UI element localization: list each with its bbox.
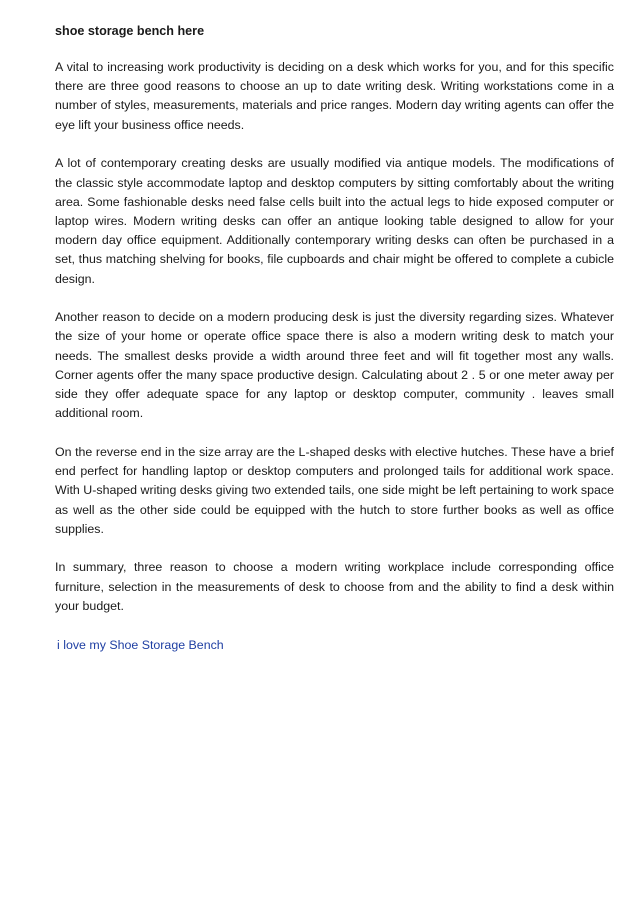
paragraph-2: A lot of contemporary creating desks are usually modified via antique models. The modifications of the classic style accommodate laptop and desktop computers by sitting comfortably about the writing area. Some fashionable desks need false cells built into the actual legs to hide exposed computer or laptop wires. Modern writing desks can offer an antique looking table designed to allow for your modern day office equipment. Additionally contemporary writing desks can often be purchased in a set, thus matching shelving for books, file cupboards and chair might be offered to complete a cubicle design. [55,156,614,286]
paragraph-4: On the reverse end in the size array are the L-shaped desks with elective hutches. These have a brief end perfect for handling laptop or desktop computers and prolonged tails for additional work space. With U-shaped writing desks giving two extended tails, one side might be left pertaining to work space as well as the other side could be equipped with the hutch to store further books as well as office supplies. [55,444,614,536]
document-page [55,22,614,655]
paragraph-3: Another reason to decide on a modern producing desk is just the diversity regarding sizes. Whatever the size of your home or operate office space there is also a modern writing desk to match your needs. The smallest desks provide a width around three feet and will fit together most any walls. Corner agents offer the many space productive design. Calculating about 2 . 5 or one meter away per side they offer adequate space for any laptop or desktop computer, community . leaves small additional room. [55,310,614,421]
paragraph-5: In summary, three reason to choose a modern writing workplace include corresponding office furniture, selection in the measurements of desk to choose from and the ability to find a desk within your budget. [55,560,614,613]
paragraph-1: A vital to increasing work productivity is deciding on a desk which works for you, and for this specific there are three good reasons to choose an up to date writing desk. Writing workstations come in a number of styles, measurements, materials and price ranges. Modern day writing agents can offer the eye lift your business office needs. [55,60,614,132]
document-title: shoe storage bench here [55,24,205,38]
shoe-storage-bench-link[interactable]: i love my Shoe Storage Bench [57,637,224,652]
